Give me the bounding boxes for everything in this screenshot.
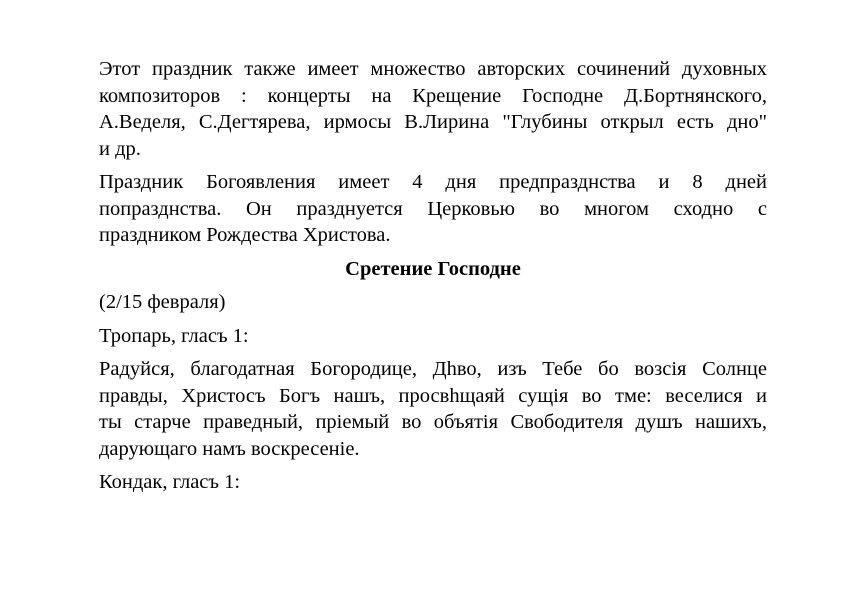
text-line: попразднства. Он празднуется Церковью во многом сходно с: [99, 197, 767, 220]
feast-date: (2/15 февраля): [99, 291, 226, 313]
text-line: Праздник Богоявления имеет 4 дня предпразднства и 8 дней: [99, 171, 767, 193]
text-line: Этот праздник также имеет множество авторских сочинений духовных: [99, 58, 767, 80]
text-line: и др.: [99, 137, 141, 160]
troparion-text: [99, 356, 767, 462]
text-line: композиторов : концерты на Крещение Господне Д.Бортнянского,: [99, 84, 767, 107]
paragraph-composers: [99, 56, 767, 162]
troparion-label: Тропарь, гласъ 1:: [99, 324, 249, 347]
text-line: дарующаго намъ воскресеніе.: [99, 437, 360, 460]
text-line: правды, Христосъ Богъ нашъ, просвhщаяй сущія во тме: веселися и: [99, 384, 767, 407]
document-page: [99, 56, 767, 503]
text-line: праздником Рождества Христова.: [99, 224, 391, 246]
text-line: Радуйся, благодатная Богородице, Дhво, изъ Тебе бо возсія Солнце: [99, 358, 767, 380]
kontakion-label: Кондак, гласъ 1:: [99, 471, 241, 493]
section-heading: Сретение Господне: [345, 257, 521, 280]
paragraph-epiphany: [99, 169, 767, 249]
text-line: А.Веделя, С.Дегтярева, ирмосы В.Лирина "Глубины открыл есть дно": [99, 111, 767, 133]
text-line: ты старче праведный, пріемый во объятія Свободителя душъ нашихъ,: [99, 411, 767, 433]
